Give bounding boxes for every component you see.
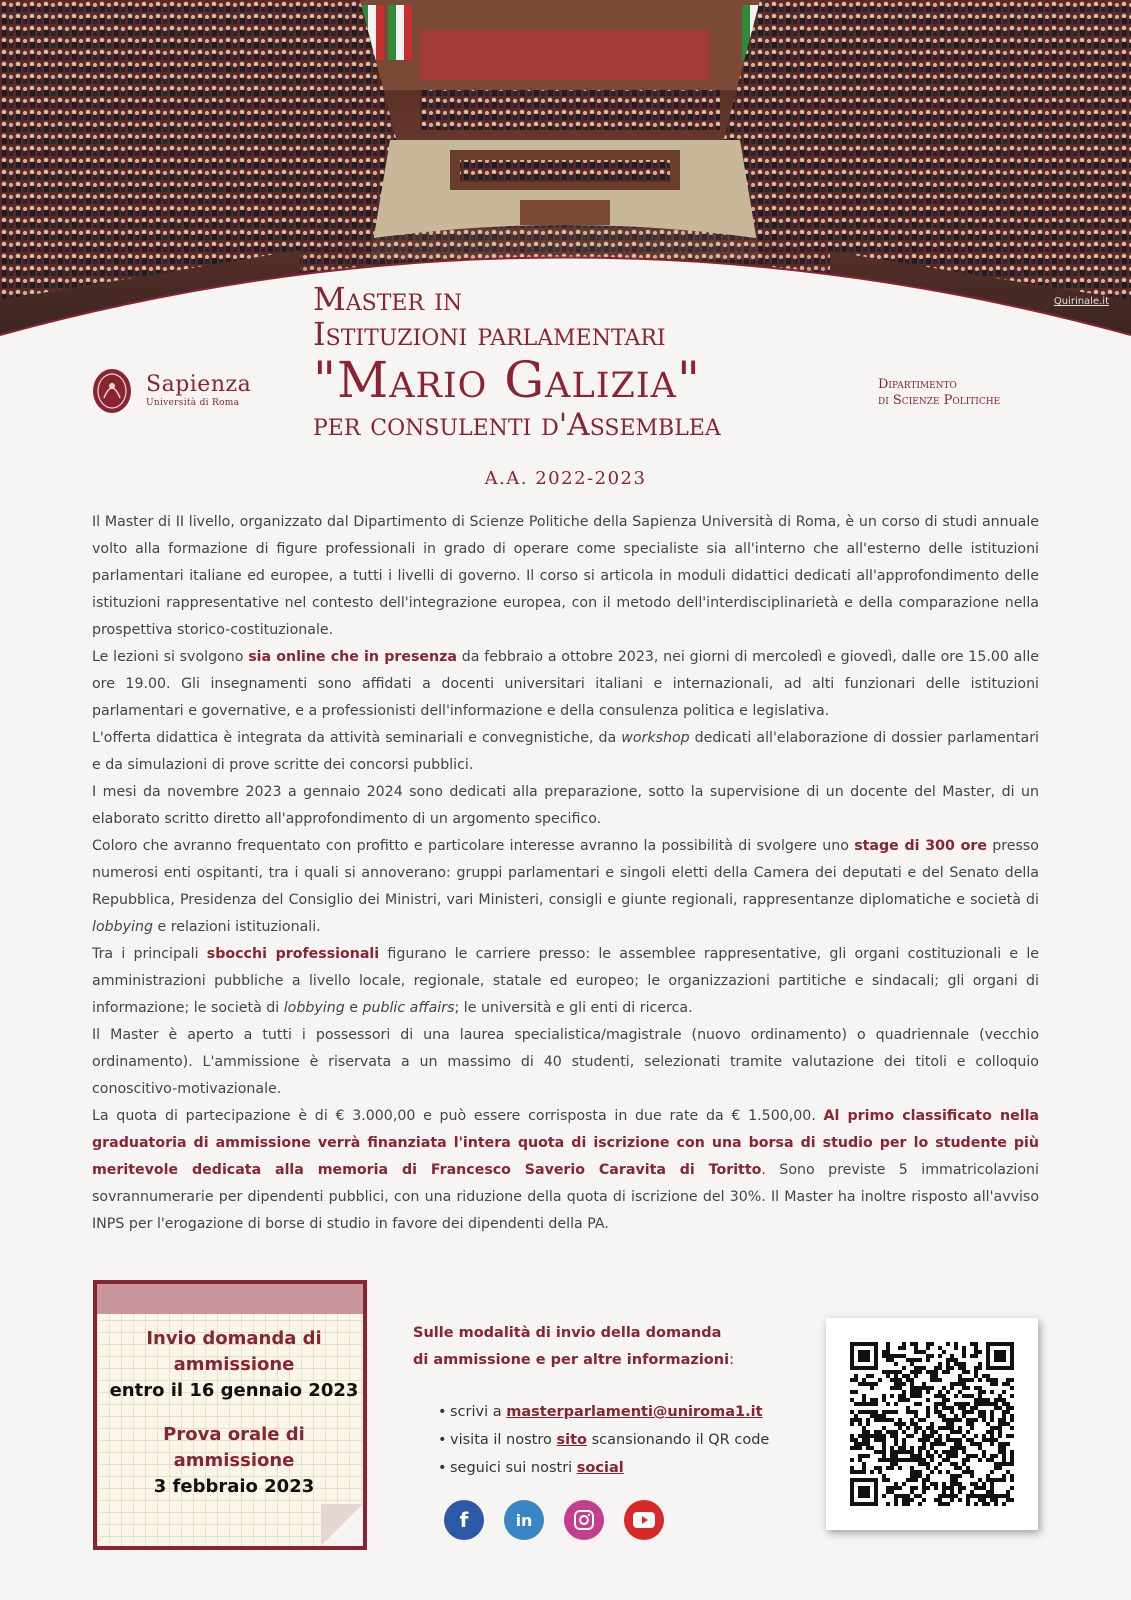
sapienza-name: Sapienza [146, 372, 252, 397]
sapienza-subtitle: Università di Roma [146, 398, 240, 408]
instagram-icon[interactable] [564, 1500, 604, 1540]
list-item-email: • scrivi a masterparlamenti@uniroma1.it [438, 1398, 769, 1426]
application-heading-2: ammissione [173, 1354, 295, 1375]
social-icons [444, 1500, 664, 1540]
paragraph-fees: La quota di partecipazione è di € 3.000,00 e può essere corrisposta in due rate da € 1.500,00. Al primo classificato nella graduatoria di ammissione verrà finanziata l'intera quota di iscrizione con una borsa di studio per lo studente più meritevole dedicata alla memoria di Francesco Saverio Caravita di Toritto. Sono previste 5 immatricolazioni sovrannumerarie per dipendenti pubblici, con una riduzione della quota di iscrizione del 30%. Il Master ha inoltre risposto all'avviso INPS per l'erogazione di borse di studio in favore dei dipendenti della PA. [92, 1108, 1040, 1232]
social-link[interactable]: social [576, 1460, 624, 1476]
department-line1: Dipartimento [878, 377, 957, 392]
card-header-band [97, 1284, 363, 1314]
department-line2: di Scienze Politiche [878, 393, 1001, 408]
title-line4: per consulenti d'Assemblea [313, 407, 721, 443]
paragraph-lessons: Le lezioni si svolgono sia online che in presenza da febbraio a ottobre 2023, nei giorni di mercoledì e giovedì, dalle ore 15.00 alle ore 19.00. Gli insegnamenti sono affidati a docenti universitari italiani e internazionali, ad alti funzionari delle istituzioni parlamentari e governative, e a professionisti dell'informazione e della consulenza politica e legislativa. [92, 649, 1039, 719]
paragraph-intro: Il Master di II livello, organizzato dal Dipartimento di Scienze Politiche della Sapienza Università di Roma, è un corso di studi annuale volto alla formazione di figure professionali in grado di operare come specialiste sia all'interno che all'esterno delle istituzioni parlamentari italiane ed europee, a tutti i livelli di governo. Il corso si articola in moduli didattici dedicati all'approfondimento delle istituzioni rappresentative nel contesto dell'integrazione europea, con il metodo dell'interdisciplinarietà e della comparazione nella prospettiva storico-costituzionale. [92, 514, 1039, 638]
contact-list [438, 1398, 769, 1482]
oral-exam-heading-1: Prova orale di [163, 1424, 305, 1445]
photo-credit[interactable]: Quirinale.it [1053, 296, 1109, 307]
paragraph-careers: Tra i principali sbocchi professionali figurano le carriere presso: le assemblee rappresentative, gli organi costituzionali e le amministrazioni pubbliche a livello locale, regionale, statale ed europeo; le organizzazioni partitiche e sindacali; gli organi di informazione; le società di lobbying e public affairs; le università e gli enti di ricerca. [92, 946, 1039, 1016]
facebook-icon[interactable]: f [444, 1500, 484, 1540]
title-line2: Istituzioni parlamentari [313, 315, 666, 353]
site-link[interactable]: sito [556, 1432, 587, 1448]
linkedin-icon[interactable]: in [504, 1500, 544, 1540]
department-logo [878, 377, 1000, 409]
paragraph-admission: Il Master è aperto a tutti i possessori di una laurea specialistica/magistrale (nuovo ordinamento) o quadriennale (vecchio ordinamento). L'ammissione è riservata a un massimo di 40 studenti, selezionati tramite valutazione dei titoli e colloquio conoscitivo-motivazionale. [92, 1027, 1039, 1097]
list-item-social: • seguici sui nostri social [438, 1454, 769, 1482]
sapienza-logo [92, 368, 251, 414]
email-link[interactable]: masterparlamenti@uniroma1.it [506, 1404, 763, 1420]
deadline-card [93, 1280, 379, 1567]
description [92, 509, 1039, 1238]
title-line1: Master in [313, 280, 463, 318]
qr-code[interactable] [826, 1318, 1038, 1530]
paragraph-offer: L'offerta didattica è integrata da attività seminariali e convegnistiche, da workshop dedicati all'elaborazione di dossier parlamentari e da simulazioni di prove scritte dei concorsi pubblici. [92, 730, 1039, 773]
qr-code-icon [850, 1342, 1014, 1506]
page-curl-icon [321, 1504, 363, 1546]
paragraph-stage: Coloro che avranno frequentato con profitto e particolare interesse avranno la possibilità di svolgere uno stage di 300 ore presso numerosi enti ospitanti, tra i quali si annoverano: gruppi parlamentari e singoli eletti della Camera dei deputati e del Senato della Repubblica, Presidenza del Consiglio dei Ministri, vari Ministeri, consigli e giunte regionali, rappresentanze diplomatiche e società di lobbying e relazioni istituzionali. [92, 838, 1039, 935]
application-deadline: entro il 16 gennaio 2023 [109, 1380, 359, 1401]
title-line3: "Mario Galizia" [313, 351, 701, 409]
list-item-site: • visita il nostro sito scansionando il QR code [438, 1426, 769, 1454]
oral-exam-date: 3 febbraio 2023 [153, 1476, 315, 1497]
application-heading-1: Invio domanda di [146, 1328, 322, 1349]
sapienza-seal-icon [92, 368, 132, 414]
paragraph-thesis: I mesi da novembre 2023 a gennaio 2024 sono dedicati alla preparazione, sotto la supervisione di un docente del Master, di un elaborato scritto diretto all'approfondimento di un argomento specifico. [92, 784, 1039, 827]
oral-exam-heading-2: ammissione [173, 1450, 295, 1471]
academic-year: A.A. 2022-2023 [484, 468, 647, 489]
info-heading: Sulle modalità di invio della domanda di ammissione e per altre informazioni: [413, 1325, 734, 1368]
youtube-icon[interactable] [624, 1500, 664, 1540]
master-title [313, 282, 833, 442]
